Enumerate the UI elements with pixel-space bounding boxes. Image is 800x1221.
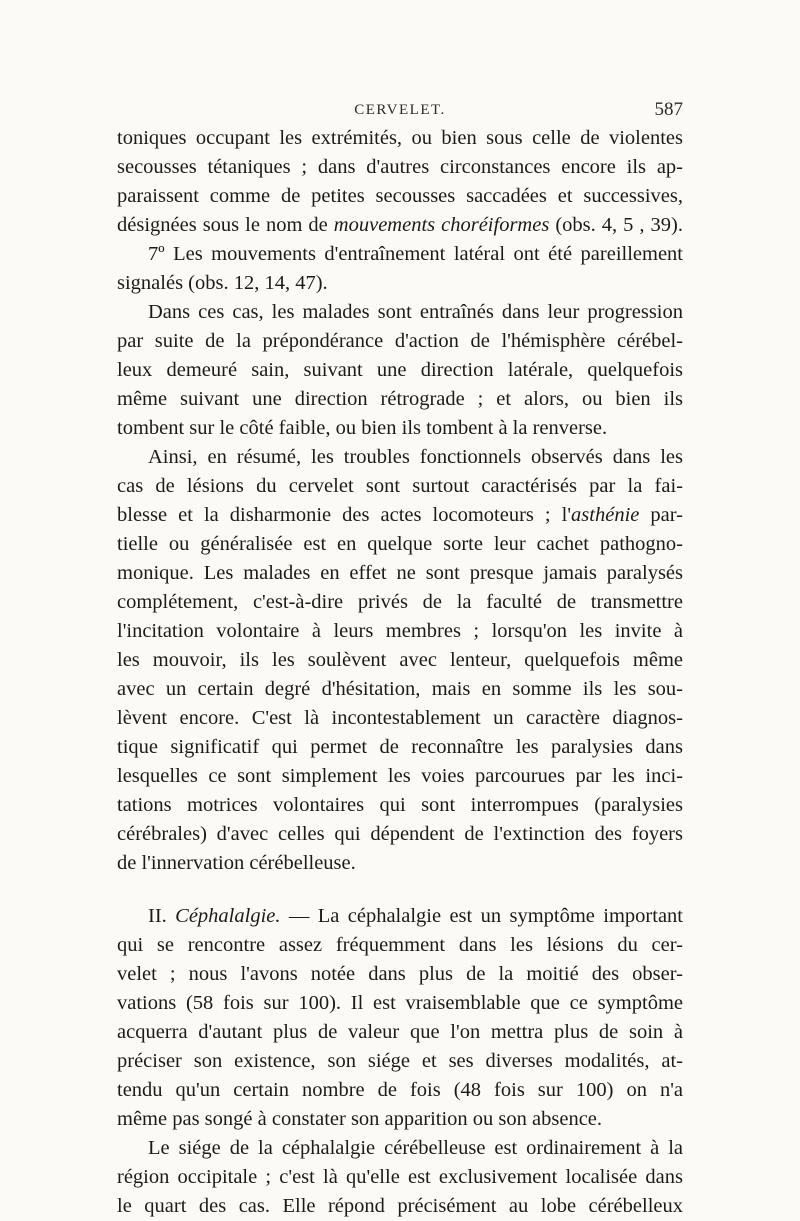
text-line: lesquelles ce sont simplement les voies parcourues par les inci-	[117, 765, 683, 787]
text-line: Dans ces cas, les malades sont entraînés dans leur progression	[148, 301, 683, 323]
text-line: leux demeuré sain, suivant une direction latérale, quelquefois	[117, 359, 683, 381]
text-line: de l'innervation cérébelleuse.	[117, 852, 356, 874]
text-line: tendu qu'un certain nombre de fois (48 fois sur 100) on n'a	[117, 1079, 683, 1101]
text-line: Ainsi, en résumé, les troubles fonctionnels observés dans les	[148, 446, 683, 468]
text-line: qui se rencontre assez fréquemment dans les lésions du cer-	[117, 934, 683, 956]
text-line: 7º Les mouvements d'entraînement latéral ont été pareillement	[148, 243, 683, 265]
text-line: cérébrales) d'avec celles qui dépendent de l'extinction des foyers	[117, 823, 683, 845]
text-line: acquerra d'autant plus de valeur que l'on mettra plus de soin à	[117, 1021, 683, 1043]
section-title: Céphalalgie.	[175, 905, 281, 927]
page-number: 587	[654, 99, 683, 120]
text-line: lèvent encore. C'est là incontestablement un caractère diagnos-	[117, 707, 683, 729]
text-line: monique. Les malades en effet ne sont presque jamais paralysés	[117, 562, 683, 584]
running-head	[117, 98, 683, 122]
body-text	[117, 124, 683, 1221]
text-line: par suite de la prépondérance d'action de l'hémisphère cérébel-	[117, 330, 683, 352]
text-line: signalés (obs. 12, 14, 47).	[117, 272, 328, 294]
italic-term: asthénie	[571, 504, 640, 526]
text-line: l'incitation volontaire à leurs membres ; lorsqu'on les invite à	[117, 620, 683, 642]
text-line: paraissent comme de petites secousses saccadées et successives,	[117, 185, 683, 207]
text-line: tations motrices volontaires qui sont interrompues (paralysies	[117, 794, 683, 816]
text-line: région occipitale ; c'est là qu'elle est exclusivement localisée dans	[117, 1166, 683, 1188]
text-line: Le siége de la céphalalgie cérébelleuse est ordinairement à la	[148, 1137, 683, 1159]
text-line: désignées sous le nom de mouvements choréiformes (obs. 4, 5 , 39).	[117, 214, 683, 236]
text-line: vations (58 fois sur 100). Il est vraisemblable que ce symptôme	[117, 992, 683, 1014]
italic-term: mouvements choréiformes	[333, 214, 550, 236]
text-line: tique significatif qui permet de reconnaître les paralysies dans	[117, 736, 683, 758]
section-gap	[117, 878, 683, 902]
text-line: le quart des cas. Elle répond précisément au lobe cérébelleux	[117, 1195, 683, 1217]
text-line: cas de lésions du cervelet sont surtout caractérisés par la fai-	[117, 475, 683, 497]
text-line: toniques occupant les extrémités, ou bien sous celle de violentes	[117, 127, 683, 149]
text-line: les mouvoir, ils les soulèvent avec lenteur, quelquefois même	[117, 649, 683, 671]
text-line: complétement, c'est-à-dire privés de la faculté de transmettre	[117, 591, 683, 613]
running-head-title: CERVELET.	[354, 102, 446, 118]
text-line: avec un certain degré d'hésitation, mais en somme ils les sou-	[117, 678, 683, 700]
text-line: blesse et la disharmonie des actes locomoteurs ; l'asthénie par-	[117, 504, 684, 526]
section-heading-line: II. Céphalalgie. — La céphalalgie est un symptôme important	[148, 905, 683, 927]
text-line: tielle ou généralisée est en quelque sorte leur cachet pathogno-	[117, 533, 683, 555]
text-line: préciser son existence, son siége et ses diverses modalités, at-	[117, 1050, 683, 1072]
text-line: tombent sur le côté faible, ou bien ils tombent à la renverse.	[117, 417, 608, 439]
text-line: même suivant une direction rétrograde ; et alors, ou bien ils	[117, 388, 683, 410]
text-line: même pas songé à constater son apparition ou son absence.	[117, 1108, 603, 1130]
text-line: secousses tétaniques ; dans d'autres circonstances encore ils ap-	[117, 156, 683, 178]
text-line: velet ; nous l'avons notée dans plus de la moitié des obser-	[117, 963, 683, 985]
